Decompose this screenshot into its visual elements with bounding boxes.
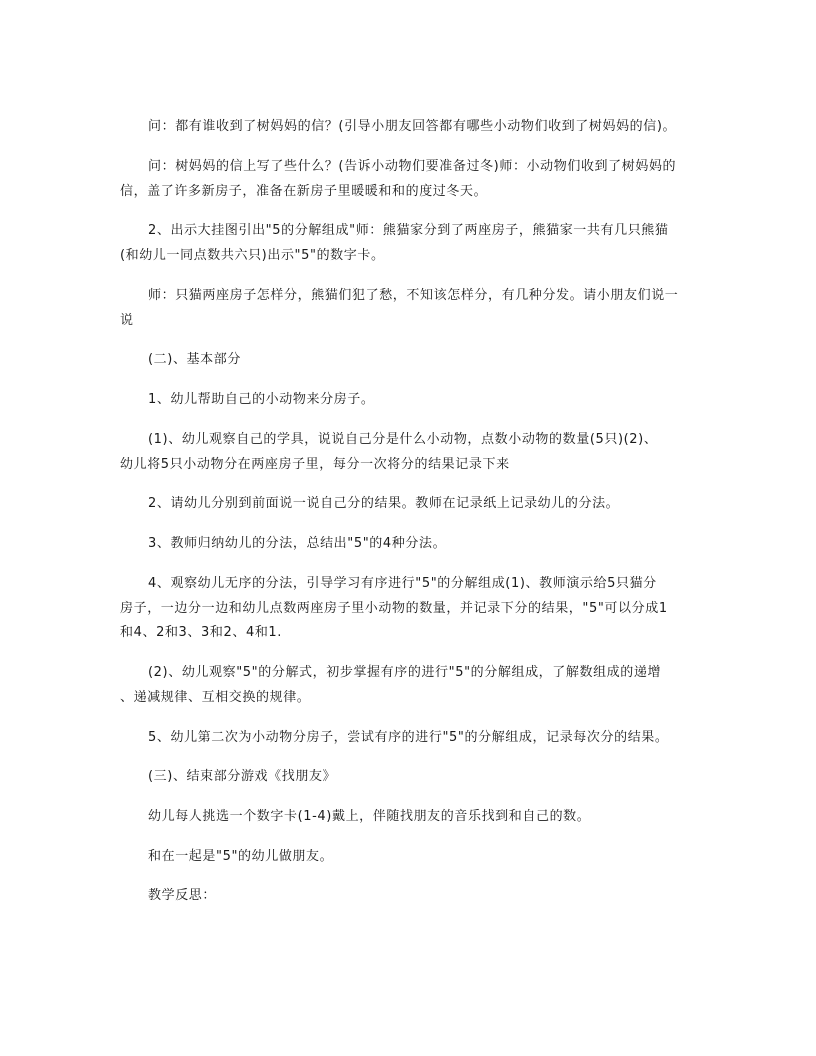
paragraph-number-cards: 幼儿每人挑选一个数字卡(1-4)戴上，伴随找朋友的音乐找到和自己的数。	[148, 809, 591, 824]
paragraph-step-2-line-1: 2、出示大挂图引出"5的分解组成"师：熊猫家分到了两座房子，熊猫家一共有几只熊猫	[148, 223, 669, 238]
paragraph-basic-step-4-line-3: 和4、2和3、3和2、4和1.	[120, 625, 283, 640]
paragraph-basic-step-2: 2、请幼儿分别到前面说一说自己分的结果。教师在记录纸上记录幼儿的分法。	[148, 496, 620, 511]
paragraph-basic-step-4-line-1: 4、观察幼儿无序的分法，引导学习有序进行"5"的分解组成(1)、教师演示给5只猫分	[148, 576, 657, 591]
paragraph-decomposition-line-2: 、递减规律、互相交换的规律。	[120, 690, 311, 705]
paragraph-basic-step-4-line-2: 房子，一边分一边和幼儿点数两座房子里小动物的数量，并记录下分的结果，"5"可以分成1	[120, 601, 668, 616]
section-heading-ending-game: (三)、结束部分游戏《找朋友》	[148, 769, 337, 784]
paragraph-decomposition-line-1: (2)、幼儿观察"5"的分解式，初步掌握有序的进行"5"的分解组成，了解数组成的递增	[148, 665, 662, 680]
paragraph-question-letter-recipients: 问：都有谁收到了树妈妈的信？(引导小朋友回答都有哪些小动物们收到了树妈妈的信)。	[148, 119, 677, 134]
paragraph-teacher-question-line-1: 师：只猫两座房子怎样分，熊猫们犯了愁，不知该怎样分，有几种分发。请小朋友们说一	[148, 288, 679, 303]
paragraph-question-letter-content-line-2: 信，盖了许多新房子，准备在新房子里暖暖和和的度过冬天。	[120, 184, 488, 199]
paragraph-make-friends: 和在一起是"5"的幼儿做朋友。	[148, 849, 334, 864]
paragraph-observe-tools-line-2: 幼儿将5只小动物分在两座房子里，每分一次将分的结果记录下来	[120, 457, 510, 472]
section-heading-teaching-reflection: 教学反思：	[148, 888, 217, 903]
section-heading-basic-part: (二)、基本部分	[148, 352, 241, 367]
paragraph-basic-step-3: 3、教师归纳幼儿的分法，总结出"5"的4种分法。	[148, 536, 447, 551]
paragraph-basic-step-5: 5、幼儿第二次为小动物分房子，尝试有序的进行"5"的分解组成，记录每次分的结果。	[148, 730, 669, 745]
paragraph-question-letter-content-line-1: 问：树妈妈的信上写了些什么？(告诉小动物们要准备过冬)师：小动物们收到了树妈妈的	[148, 159, 677, 174]
paragraph-basic-step-1: 1、幼儿帮助自己的小动物来分房子。	[148, 392, 375, 407]
paragraph-teacher-question-line-2: 说	[120, 313, 134, 328]
paragraph-step-2-line-2: (和幼儿一同点数共六只)出示"5"的数字卡。	[120, 248, 385, 263]
paragraph-observe-tools-line-1: (1)、幼儿观察自己的学具，说说自己分是什么小动物，点数小动物的数量(5只)(2)、	[148, 432, 658, 447]
